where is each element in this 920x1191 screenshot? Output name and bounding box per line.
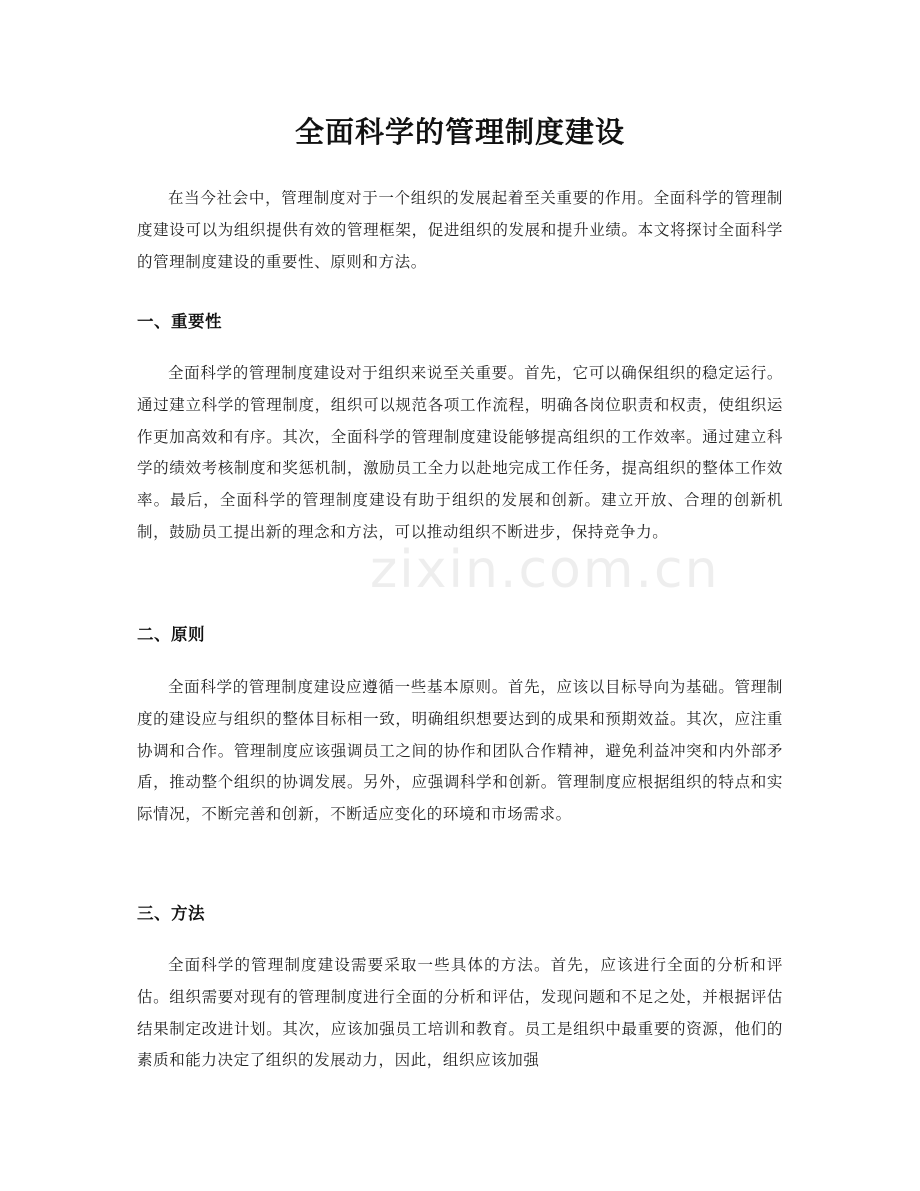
section-heading-importance: 一、重要性	[137, 312, 222, 331]
document-title: 全面科学的管理制度建设	[294, 115, 625, 149]
section-body-principles: 全面科学的管理制度建设应遵循一些基本原则。首先，应该以目标导向为基础。管理制度的建设应与组织的整体目标相一致，明确组织想要达到的成果和预期效益。其次，应注重协调和合作。管理制度应该强调员工之间的协作和团队合作精神，避免利益冲突和内外部矛盾，推动整个组织的协调发展。另外，应强调科学和创新。管理制度应根据组织的特点和实际情况，不断完善和创新，不断适应变化的环境和市场需求。	[137, 678, 783, 824]
section-heading-principles: 二、原则	[137, 625, 205, 644]
section-body-methods: 全面科学的管理制度建设需要采取一些具体的方法。首先，应该进行全面的分析和评估。组织需要对现有的管理制度进行全面的分析和评估，发现问题和不足之处，并根据评估结果制定改进计划。其次，应该加强员工培训和教育。员工是组织中最重要的资源，他们的素质和能力决定了组织的发展动力，因此，组织应该加强	[137, 956, 783, 1070]
watermark-text: zixin.com.cn	[370, 540, 720, 600]
intro-paragraph: 在当今社会中，管理制度对于一个组织的发展起着至关重要的作用。全面科学的管理制度建设可以为组织提供有效的管理框架，促进组织的发展和提升业绩。本文将探讨全面科学的管理制度建设的重要性、原则和方法。	[137, 189, 783, 271]
section-heading-methods: 三、方法	[137, 904, 205, 923]
section-body-importance: 全面科学的管理制度建设对于组织来说至关重要。首先，它可以确保组织的稳定运行。通过建立科学的管理制度，组织可以规范各项工作流程，明确各岗位职责和权责，使组织运作更加高效和有序。其次，全面科学的管理制度建设能够提高组织的工作效率。通过建立科学的绩效考核制度和奖惩机制，激励员工全力以赴地完成工作任务，提高组织的整体工作效率。最后，全面科学的管理制度建设有助于组织的发展和创新。建立开放、合理的创新机制，鼓励员工提出新的理念和方法，可以推动组织不断进步，保持竞争力。	[137, 364, 783, 541]
